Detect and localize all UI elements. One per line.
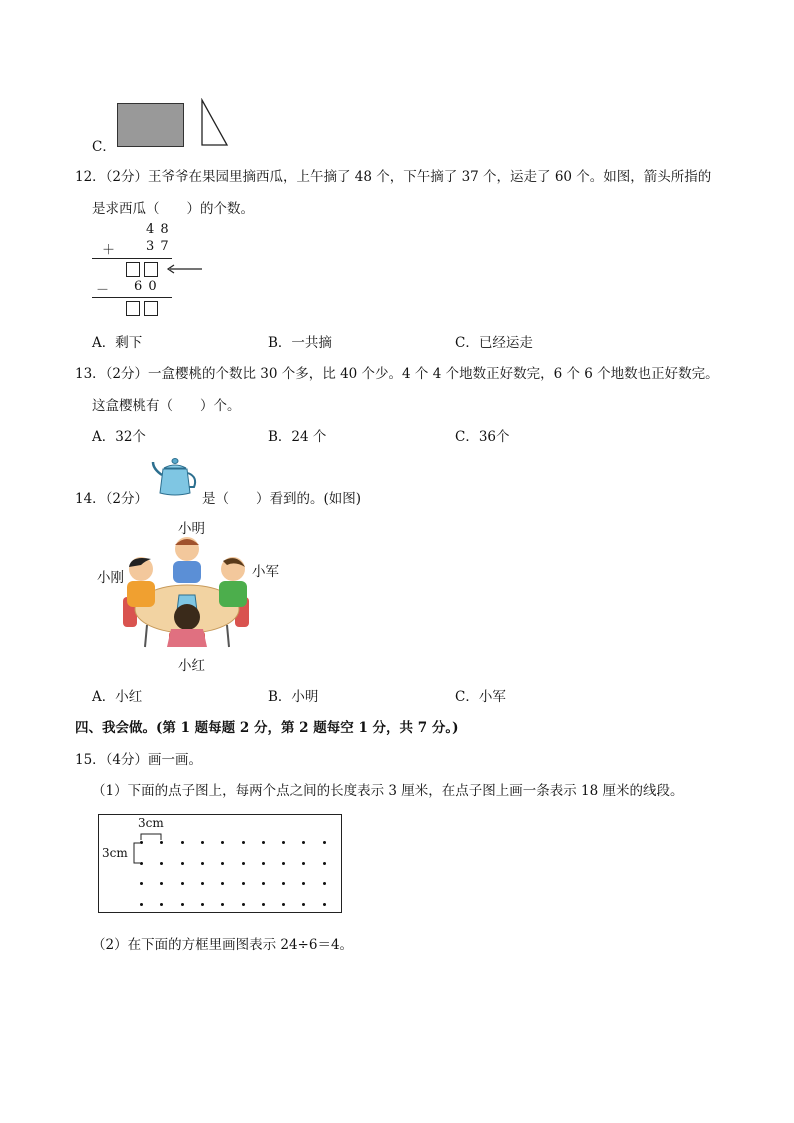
name-top: 小明 [178, 521, 205, 537]
answer-box-2b [144, 301, 158, 316]
grid-dot[interactable] [221, 862, 224, 865]
grid-dot[interactable] [323, 903, 326, 906]
grid-dot[interactable] [201, 882, 204, 885]
q12-option-c[interactable]: C．已经运走 [455, 335, 533, 351]
grid-dot[interactable] [221, 841, 224, 844]
calc-row2: 3 7 [146, 239, 170, 254]
q12-option-b[interactable]: B．一共摘 [268, 335, 332, 351]
q12-vertical-calculation [92, 220, 212, 322]
grid-dot[interactable] [160, 841, 163, 844]
q13-line1: 13．（2分）一盒樱桃的个数比 30 个多，比 40 个少。4 个 4 个地数正好数完，6 个 6 个地数也正好数完。 [75, 366, 719, 382]
grid-dot[interactable] [302, 841, 305, 844]
right-triangle-shape [198, 98, 230, 148]
dot-grid [99, 815, 341, 912]
section-4-title: 四、我会做。(第 1 题每题 2 分，第 2 题每空 1 分，共 7 分。) [75, 720, 459, 736]
teapot-icon [150, 457, 200, 499]
q14-option-b[interactable]: B．小明 [268, 689, 319, 705]
grid-dot[interactable] [181, 862, 184, 865]
grid-dot[interactable] [140, 862, 143, 865]
answer-box-1a [126, 262, 140, 277]
name-right: 小军 [252, 564, 279, 580]
calc-line-1 [92, 258, 172, 259]
grid-dot[interactable] [262, 862, 265, 865]
grid-dot[interactable] [302, 903, 305, 906]
q14-prefix: 14．（2分） [75, 491, 149, 507]
dot-grid-box[interactable] [98, 814, 342, 913]
q12-option-a[interactable]: A．剩下 [92, 335, 143, 351]
gray-rectangle-shape [117, 103, 184, 147]
grid-dot[interactable] [201, 903, 204, 906]
grid-dot[interactable] [140, 903, 143, 906]
calc-row3: 6 0 [134, 279, 158, 294]
calc-minus-sign: － [96, 283, 110, 298]
grid-dot[interactable] [302, 862, 305, 865]
q15-sub2: （2）在下面的方框里画图表示 24÷6＝4。 [92, 937, 354, 953]
grid-dot[interactable] [201, 841, 204, 844]
grid-dot[interactable] [282, 862, 285, 865]
grid-dot[interactable] [262, 903, 265, 906]
grid-dot[interactable] [201, 862, 204, 865]
grid-dot[interactable] [282, 903, 285, 906]
q12-line2: 是求西瓜（ ）的个数。 [92, 201, 254, 217]
grid-dot[interactable] [181, 882, 184, 885]
q11-option-c-label: C． [92, 139, 116, 155]
grid-dot[interactable] [262, 841, 265, 844]
table-scene-illustration [95, 515, 295, 675]
grid-dot[interactable] [323, 841, 326, 844]
q12-line1: 12．（2分）王爷爷在果园里摘西瓜，上午摘了 48 个，下午摘了 37 个，运走了 60 个。如图，箭头所指的 [75, 169, 712, 185]
q14-option-c[interactable]: C．小军 [455, 689, 506, 705]
grid-dot[interactable] [160, 882, 163, 885]
q15-sub1: （1）下面的点子图上，每两个点之间的长度表示 3 厘米，在点子图上画一条表示 18 厘米的线段。 [92, 783, 684, 799]
q14-option-a[interactable]: A．小红 [92, 689, 143, 705]
grid-dot[interactable] [262, 882, 265, 885]
grid-dot[interactable] [160, 903, 163, 906]
grid-dot[interactable] [160, 862, 163, 865]
q15-line1: 15．（4分）画一画。 [75, 752, 203, 768]
horizontal-3cm-label: 3cm [138, 816, 164, 830]
q13-line2: 这盒樱桃有（ ）个。 [92, 398, 241, 414]
calc-line-2 [92, 297, 172, 298]
children-around-table-icon [117, 535, 257, 653]
calc-plus-sign: ＋ [102, 243, 116, 258]
grid-dot[interactable] [181, 841, 184, 844]
name-left: 小刚 [97, 570, 124, 586]
grid-dot[interactable] [221, 882, 224, 885]
answer-box-1b [144, 262, 158, 277]
calc-row1: 4 8 [146, 222, 170, 237]
grid-dot[interactable] [302, 882, 305, 885]
left-arrow-icon [164, 263, 204, 275]
q14-suffix: 是（ ）看到的。(如图) [202, 491, 362, 507]
grid-dot[interactable] [242, 841, 245, 844]
q13-option-b[interactable]: B．24 个 [268, 429, 327, 445]
grid-dot[interactable] [221, 903, 224, 906]
vertical-3cm-label: 3cm [102, 846, 128, 860]
grid-dot[interactable] [323, 882, 326, 885]
grid-dot[interactable] [242, 862, 245, 865]
grid-dot[interactable] [282, 882, 285, 885]
grid-dot[interactable] [140, 841, 143, 844]
grid-dot[interactable] [242, 903, 245, 906]
q13-option-c[interactable]: C．36个 [455, 429, 510, 445]
q13-option-a[interactable]: A．32个 [92, 429, 146, 445]
grid-dot[interactable] [323, 862, 326, 865]
grid-dot[interactable] [282, 841, 285, 844]
answer-box-2a [126, 301, 140, 316]
grid-dot[interactable] [181, 903, 184, 906]
grid-dot[interactable] [140, 882, 143, 885]
name-bottom: 小红 [178, 658, 205, 674]
grid-dot[interactable] [242, 882, 245, 885]
